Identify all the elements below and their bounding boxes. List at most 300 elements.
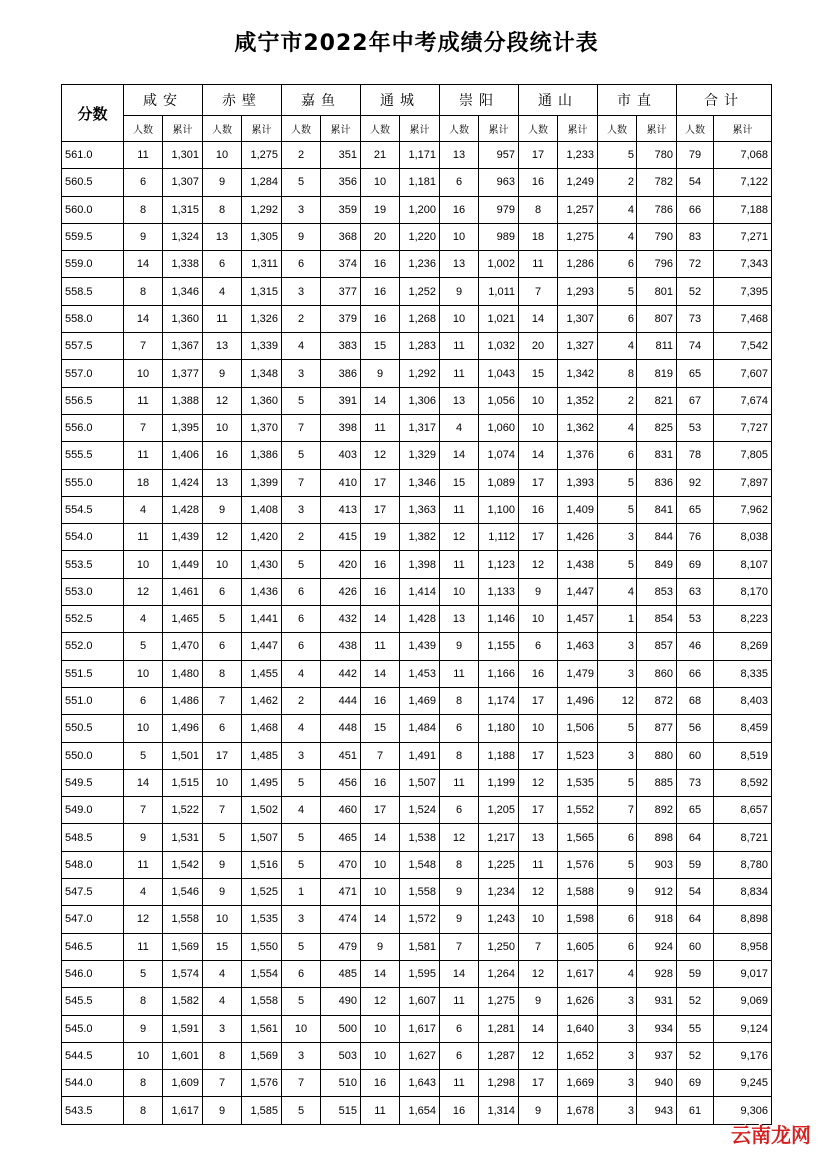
cumulative-cell: 1,617 — [400, 1015, 440, 1042]
table-row — [62, 196, 772, 223]
cumulative-cell: 386 — [321, 360, 361, 387]
count-cell: 11 — [440, 660, 479, 687]
count-cell: 17 — [361, 797, 400, 824]
cumulative-cell: 877 — [637, 715, 677, 742]
count-cell: 12 — [124, 906, 163, 933]
count-cell: 5 — [598, 278, 637, 305]
count-cell: 3 — [282, 196, 321, 223]
cumulative-cell: 1,329 — [400, 442, 440, 469]
cumulative-cell: 1,561 — [242, 1015, 282, 1042]
count-cell: 6 — [598, 251, 637, 278]
count-cell: 11 — [124, 142, 163, 169]
count-cell: 16 — [361, 578, 400, 605]
cumulative-cell: 1,200 — [400, 196, 440, 223]
count-cell: 3 — [598, 1015, 637, 1042]
cumulative-cell: 1,339 — [242, 333, 282, 360]
cumulative-header: 累计 — [558, 116, 598, 142]
cumulative-cell: 7,271 — [714, 223, 772, 250]
count-cell: 2 — [282, 305, 321, 332]
watermark-logo: 云南龙网 — [731, 1123, 811, 1147]
cumulative-cell: 8,721 — [714, 824, 772, 851]
cumulative-cell: 1,286 — [558, 251, 598, 278]
cumulative-cell: 963 — [479, 169, 519, 196]
page-title: 咸宁市2022年中考成绩分段统计表 — [234, 31, 599, 56]
count-cell: 52 — [677, 1042, 714, 1069]
cumulative-cell: 1,199 — [479, 769, 519, 796]
cumulative-cell: 379 — [321, 305, 361, 332]
cumulative-cell: 898 — [637, 824, 677, 851]
count-cell: 4 — [282, 797, 321, 824]
count-cell: 9 — [361, 360, 400, 387]
count-header: 人数 — [440, 116, 479, 142]
count-cell: 53 — [677, 414, 714, 441]
count-cell: 8 — [124, 196, 163, 223]
cumulative-cell: 1,360 — [163, 305, 203, 332]
count-cell: 9 — [282, 223, 321, 250]
cumulative-cell: 1,348 — [242, 360, 282, 387]
cumulative-cell: 1,522 — [163, 797, 203, 824]
count-cell: 12 — [598, 687, 637, 714]
cumulative-cell: 1,293 — [558, 278, 598, 305]
cumulative-cell: 854 — [637, 606, 677, 633]
cumulative-cell: 892 — [637, 797, 677, 824]
count-cell: 5 — [282, 169, 321, 196]
district-header-chongyang: 崇阳 — [440, 85, 519, 116]
table-row — [62, 251, 772, 278]
cumulative-cell: 7,068 — [714, 142, 772, 169]
count-cell: 4 — [440, 414, 479, 441]
cumulative-cell: 943 — [637, 1097, 677, 1124]
cumulative-cell: 1,292 — [400, 360, 440, 387]
table-row — [62, 879, 772, 906]
count-cell: 4 — [282, 715, 321, 742]
cumulative-cell: 1,399 — [242, 469, 282, 496]
table-row — [62, 769, 772, 796]
cumulative-cell: 811 — [637, 333, 677, 360]
table-row — [62, 606, 772, 633]
cumulative-cell: 7,542 — [714, 333, 772, 360]
cumulative-cell: 500 — [321, 1015, 361, 1042]
cumulative-cell: 1,268 — [400, 305, 440, 332]
count-cell: 6 — [282, 960, 321, 987]
cumulative-cell: 1,011 — [479, 278, 519, 305]
count-cell: 7 — [124, 414, 163, 441]
cumulative-cell: 1,342 — [558, 360, 598, 387]
count-cell: 4 — [598, 414, 637, 441]
table-row — [62, 551, 772, 578]
cumulative-cell: 801 — [637, 278, 677, 305]
count-cell: 13 — [440, 387, 479, 414]
count-cell: 3 — [598, 1042, 637, 1069]
count-cell: 9 — [519, 988, 558, 1015]
count-cell: 16 — [361, 278, 400, 305]
count-cell: 61 — [677, 1097, 714, 1124]
cumulative-cell: 1,146 — [479, 606, 519, 633]
count-cell: 59 — [677, 960, 714, 987]
count-cell: 2 — [282, 687, 321, 714]
cumulative-cell: 957 — [479, 142, 519, 169]
count-cell: 8 — [124, 988, 163, 1015]
cumulative-cell: 9,124 — [714, 1015, 772, 1042]
count-cell: 6 — [519, 633, 558, 660]
cumulative-cell: 9,069 — [714, 988, 772, 1015]
cumulative-cell: 1,538 — [400, 824, 440, 851]
count-cell: 6 — [124, 169, 163, 196]
cumulative-cell: 1,601 — [163, 1042, 203, 1069]
count-cell: 16 — [519, 169, 558, 196]
score-cell: 549.5 — [62, 769, 124, 796]
count-cell: 15 — [440, 469, 479, 496]
cumulative-cell: 1,439 — [163, 524, 203, 551]
count-cell: 10 — [361, 879, 400, 906]
cumulative-cell: 8,459 — [714, 715, 772, 742]
cumulative-cell: 1,598 — [558, 906, 598, 933]
cumulative-cell: 937 — [637, 1042, 677, 1069]
score-cell: 560.0 — [62, 196, 124, 223]
count-cell: 3 — [598, 524, 637, 551]
count-cell: 15 — [361, 715, 400, 742]
count-cell: 16 — [440, 1097, 479, 1124]
score-cell: 543.5 — [62, 1097, 124, 1124]
cumulative-cell: 1,123 — [479, 551, 519, 578]
count-cell: 9 — [203, 1097, 242, 1124]
cumulative-cell: 474 — [321, 906, 361, 933]
score-cell: 552.5 — [62, 606, 124, 633]
cumulative-cell: 432 — [321, 606, 361, 633]
cumulative-cell: 420 — [321, 551, 361, 578]
score-cell: 551.0 — [62, 687, 124, 714]
cumulative-cell: 383 — [321, 333, 361, 360]
cumulative-cell: 1,311 — [242, 251, 282, 278]
count-cell: 5 — [124, 960, 163, 987]
cumulative-cell: 1,287 — [479, 1042, 519, 1069]
cumulative-cell: 1,453 — [400, 660, 440, 687]
count-cell: 69 — [677, 551, 714, 578]
count-cell: 11 — [440, 360, 479, 387]
cumulative-cell: 1,582 — [163, 988, 203, 1015]
cumulative-cell: 485 — [321, 960, 361, 987]
cumulative-cell: 1,408 — [242, 496, 282, 523]
count-cell: 7 — [282, 414, 321, 441]
cumulative-cell: 1,346 — [163, 278, 203, 305]
count-cell: 59 — [677, 851, 714, 878]
count-cell: 8 — [124, 1097, 163, 1124]
cumulative-cell: 1,043 — [479, 360, 519, 387]
cumulative-cell: 8,519 — [714, 742, 772, 769]
count-cell: 11 — [440, 769, 479, 796]
count-cell: 12 — [440, 524, 479, 551]
cumulative-cell: 1,558 — [242, 988, 282, 1015]
district-header-xianan: 咸安 — [124, 85, 203, 116]
cumulative-cell: 844 — [637, 524, 677, 551]
count-cell: 9 — [440, 278, 479, 305]
count-cell: 6 — [440, 715, 479, 742]
count-cell: 5 — [598, 851, 637, 878]
count-cell: 10 — [124, 551, 163, 578]
count-cell: 4 — [203, 960, 242, 987]
table-row — [62, 442, 772, 469]
count-cell: 4 — [598, 578, 637, 605]
count-cell: 7 — [440, 933, 479, 960]
count-cell: 4 — [203, 278, 242, 305]
cumulative-cell: 460 — [321, 797, 361, 824]
cumulative-cell: 1,576 — [558, 851, 598, 878]
count-cell: 9 — [440, 906, 479, 933]
count-cell: 10 — [124, 660, 163, 687]
cumulative-cell: 1,382 — [400, 524, 440, 551]
cumulative-cell: 989 — [479, 223, 519, 250]
cumulative-cell: 1,409 — [558, 496, 598, 523]
count-cell: 11 — [519, 251, 558, 278]
cumulative-cell: 1,327 — [558, 333, 598, 360]
cumulative-cell: 1,576 — [242, 1070, 282, 1097]
count-cell: 10 — [282, 1015, 321, 1042]
count-cell: 18 — [519, 223, 558, 250]
score-cell: 555.5 — [62, 442, 124, 469]
count-cell: 3 — [598, 1070, 637, 1097]
count-cell: 18 — [124, 469, 163, 496]
count-cell: 17 — [361, 469, 400, 496]
cumulative-cell: 1,386 — [242, 442, 282, 469]
cumulative-cell: 940 — [637, 1070, 677, 1097]
count-header: 人数 — [203, 116, 242, 142]
cumulative-cell: 1,617 — [163, 1097, 203, 1124]
cumulative-cell: 1,572 — [400, 906, 440, 933]
cumulative-cell: 853 — [637, 578, 677, 605]
count-cell: 9 — [598, 879, 637, 906]
cumulative-cell: 780 — [637, 142, 677, 169]
cumulative-cell: 503 — [321, 1042, 361, 1069]
cumulative-cell: 928 — [637, 960, 677, 987]
count-cell: 83 — [677, 223, 714, 250]
cumulative-cell: 872 — [637, 687, 677, 714]
count-cell: 10 — [203, 414, 242, 441]
count-cell: 9 — [203, 496, 242, 523]
count-cell: 14 — [519, 1015, 558, 1042]
cumulative-cell: 1,627 — [400, 1042, 440, 1069]
cumulative-cell: 1,457 — [558, 606, 598, 633]
score-cell: 553.5 — [62, 551, 124, 578]
table-row — [62, 960, 772, 987]
cumulative-cell: 1,449 — [163, 551, 203, 578]
cumulative-cell: 426 — [321, 578, 361, 605]
count-cell: 5 — [598, 715, 637, 742]
count-cell: 5 — [282, 769, 321, 796]
count-cell: 13 — [440, 251, 479, 278]
score-cell: 556.5 — [62, 387, 124, 414]
cumulative-cell: 7,962 — [714, 496, 772, 523]
count-cell: 6 — [282, 578, 321, 605]
count-cell: 10 — [519, 387, 558, 414]
count-cell: 12 — [124, 578, 163, 605]
count-cell: 11 — [361, 1097, 400, 1124]
count-cell: 11 — [440, 333, 479, 360]
count-cell: 3 — [203, 1015, 242, 1042]
table-row — [62, 578, 772, 605]
cumulative-cell: 1,617 — [558, 960, 598, 987]
score-cell: 553.0 — [62, 578, 124, 605]
cumulative-cell: 438 — [321, 633, 361, 660]
count-cell: 5 — [282, 1097, 321, 1124]
cumulative-cell: 9,245 — [714, 1070, 772, 1097]
cumulative-cell: 7,468 — [714, 305, 772, 332]
cumulative-cell: 403 — [321, 442, 361, 469]
cumulative-cell: 1,441 — [242, 606, 282, 633]
cumulative-cell: 1,426 — [558, 524, 598, 551]
cumulative-cell: 398 — [321, 414, 361, 441]
score-cell: 549.0 — [62, 797, 124, 824]
cumulative-cell: 8,038 — [714, 524, 772, 551]
cumulative-cell: 7,674 — [714, 387, 772, 414]
score-cell: 547.5 — [62, 879, 124, 906]
sub-header-row — [62, 116, 772, 142]
count-cell: 6 — [440, 1042, 479, 1069]
cumulative-cell: 1,428 — [163, 496, 203, 523]
cumulative-cell: 1,550 — [242, 933, 282, 960]
table-row — [62, 933, 772, 960]
cumulative-cell: 1,370 — [242, 414, 282, 441]
count-cell: 19 — [361, 524, 400, 551]
cumulative-cell: 1,275 — [479, 988, 519, 1015]
cumulative-cell: 359 — [321, 196, 361, 223]
cumulative-cell: 1,479 — [558, 660, 598, 687]
cumulative-cell: 1,516 — [242, 851, 282, 878]
cumulative-cell: 377 — [321, 278, 361, 305]
cumulative-cell: 1,507 — [400, 769, 440, 796]
cumulative-cell: 7,188 — [714, 196, 772, 223]
count-cell: 7 — [124, 797, 163, 824]
count-cell: 7 — [598, 797, 637, 824]
score-cell: 544.0 — [62, 1070, 124, 1097]
count-cell: 1 — [282, 879, 321, 906]
count-cell: 8 — [203, 1042, 242, 1069]
count-cell: 5 — [282, 988, 321, 1015]
cumulative-cell: 8,335 — [714, 660, 772, 687]
count-cell: 7 — [203, 797, 242, 824]
cumulative-cell: 8,834 — [714, 879, 772, 906]
count-cell: 11 — [124, 933, 163, 960]
table-row — [62, 715, 772, 742]
count-cell: 10 — [361, 1015, 400, 1042]
cumulative-cell: 8,657 — [714, 797, 772, 824]
count-cell: 14 — [361, 387, 400, 414]
count-cell: 21 — [361, 142, 400, 169]
cumulative-cell: 479 — [321, 933, 361, 960]
cumulative-cell: 1,462 — [242, 687, 282, 714]
count-cell: 8 — [124, 1070, 163, 1097]
cumulative-cell: 9,176 — [714, 1042, 772, 1069]
count-cell: 14 — [361, 960, 400, 987]
table-row — [62, 360, 772, 387]
count-cell: 10 — [440, 305, 479, 332]
cumulative-cell: 1,455 — [242, 660, 282, 687]
cumulative-cell: 7,343 — [714, 251, 772, 278]
cumulative-cell: 1,581 — [400, 933, 440, 960]
score-cell: 552.0 — [62, 633, 124, 660]
count-cell: 6 — [124, 687, 163, 714]
count-cell: 54 — [677, 169, 714, 196]
count-cell: 60 — [677, 742, 714, 769]
count-cell: 13 — [519, 824, 558, 851]
count-cell: 9 — [203, 360, 242, 387]
cumulative-cell: 836 — [637, 469, 677, 496]
count-cell: 55 — [677, 1015, 714, 1042]
count-cell: 11 — [124, 524, 163, 551]
table-row — [62, 414, 772, 441]
count-cell: 12 — [519, 879, 558, 906]
cumulative-cell: 831 — [637, 442, 677, 469]
cumulative-cell: 1,420 — [242, 524, 282, 551]
count-cell: 3 — [282, 906, 321, 933]
cumulative-header: 累计 — [479, 116, 519, 142]
count-cell: 16 — [519, 660, 558, 687]
count-cell: 4 — [598, 960, 637, 987]
table-row — [62, 496, 772, 523]
cumulative-cell: 1,447 — [558, 578, 598, 605]
count-cell: 14 — [124, 305, 163, 332]
count-cell: 46 — [677, 633, 714, 660]
cumulative-cell: 1,468 — [242, 715, 282, 742]
count-cell: 8 — [203, 660, 242, 687]
score-cell: 544.5 — [62, 1042, 124, 1069]
count-cell: 16 — [361, 251, 400, 278]
count-cell: 3 — [598, 988, 637, 1015]
cumulative-cell: 825 — [637, 414, 677, 441]
count-cell: 14 — [519, 305, 558, 332]
cumulative-header: 累计 — [637, 116, 677, 142]
score-cell: 561.0 — [62, 142, 124, 169]
count-cell: 16 — [361, 687, 400, 714]
cumulative-cell: 796 — [637, 251, 677, 278]
table-body — [62, 142, 772, 1125]
cumulative-cell: 924 — [637, 933, 677, 960]
count-cell: 9 — [440, 879, 479, 906]
cumulative-cell: 1,669 — [558, 1070, 598, 1097]
cumulative-cell: 1,469 — [400, 687, 440, 714]
cumulative-cell: 1,305 — [242, 223, 282, 250]
count-cell: 4 — [598, 196, 637, 223]
count-cell: 9 — [203, 851, 242, 878]
cumulative-cell: 471 — [321, 879, 361, 906]
count-cell: 13 — [203, 469, 242, 496]
cumulative-cell: 885 — [637, 769, 677, 796]
count-cell: 72 — [677, 251, 714, 278]
count-cell: 17 — [519, 524, 558, 551]
count-cell: 2 — [598, 387, 637, 414]
score-cell: 550.0 — [62, 742, 124, 769]
table-row — [62, 988, 772, 1015]
count-cell: 5 — [282, 851, 321, 878]
count-cell: 6 — [598, 933, 637, 960]
count-cell: 17 — [519, 469, 558, 496]
cumulative-cell: 1,643 — [400, 1070, 440, 1097]
cumulative-cell: 1,112 — [479, 524, 519, 551]
cumulative-cell: 1,447 — [242, 633, 282, 660]
cumulative-cell: 1,317 — [400, 414, 440, 441]
cumulative-header: 累计 — [242, 116, 282, 142]
count-cell: 76 — [677, 524, 714, 551]
count-cell: 69 — [677, 1070, 714, 1097]
cumulative-header: 累计 — [163, 116, 203, 142]
table-row — [62, 524, 772, 551]
count-cell: 54 — [677, 879, 714, 906]
cumulative-cell: 1,438 — [558, 551, 598, 578]
cumulative-cell: 1,275 — [242, 142, 282, 169]
district-header-row — [62, 85, 772, 116]
count-cell: 16 — [519, 496, 558, 523]
district-header-tongshan: 通山 — [519, 85, 598, 116]
count-cell: 8 — [440, 687, 479, 714]
